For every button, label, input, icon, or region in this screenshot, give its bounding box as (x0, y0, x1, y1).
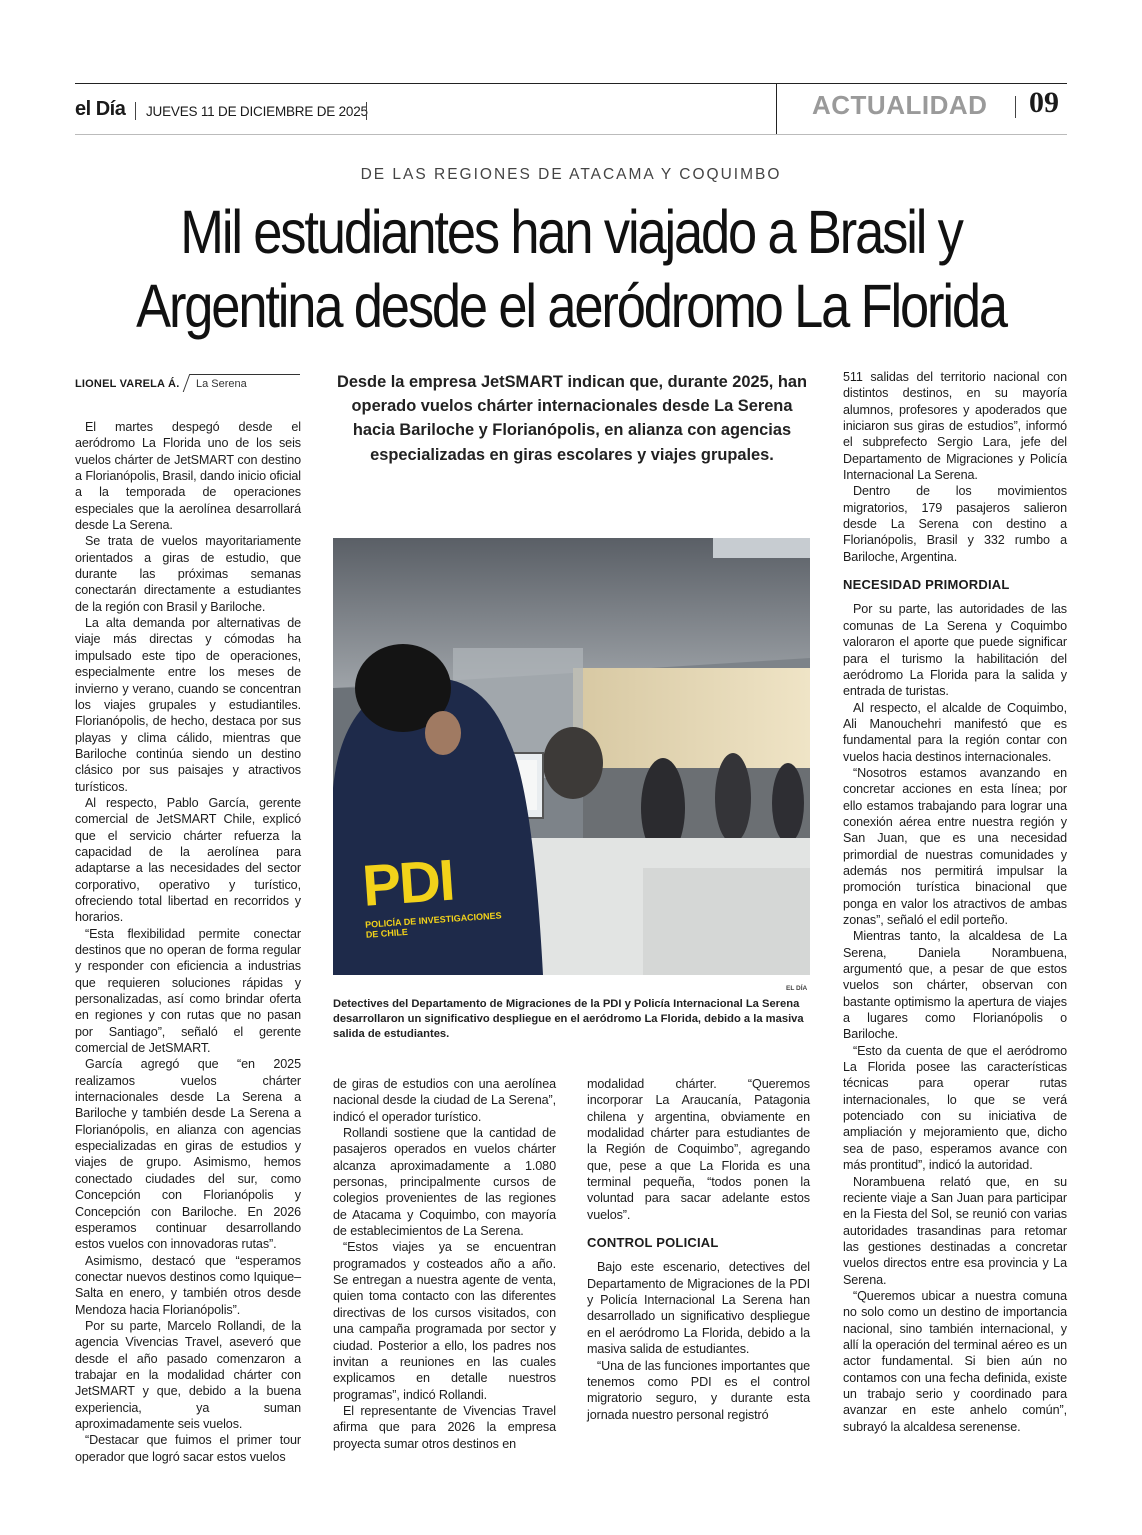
author-name: LIONEL VARELA Á. (75, 378, 180, 390)
article-column-4 (843, 369, 1067, 1435)
byline-slash (183, 374, 192, 392)
paragraph: García agregó que “en 2025 realizamos vuelos chárter internacionales desde La Serena a Bariloche y también desde La Serena a Florianópolis, en alianza con agencias especializadas en giras de estudios y viajes de grupo. Asimismo, hemos conectado ciudades del sur, como Concepción con Florianópolis y Concepción con Bariloche. En 2026 esperamos continuar desarrollando estos vuelos con innovadoras rutas”. (75, 1057, 301, 1252)
headline-line: Mil estudiantes han viajado a Brasil y (180, 198, 962, 266)
photo-credit: EL DÍA (786, 985, 808, 992)
byline-city: La Serena (196, 378, 247, 390)
paragraph: Norambuena relató que, en su reciente viaje a San Juan para participar en la Fiesta del Sol, se reunió con varias autoridades trasandinas para retomar las gestiones destinadas a concretar vuelos directos entre esa provincia y La Serena. (843, 1174, 1067, 1287)
header-separator (135, 102, 136, 120)
paragraph: “Esta flexibilidad permite conectar destinos que no operan de forma regular y responder con eficiencia a industrias que requieren soluciones rápidas y personalizadas, así como brindar oferta en regiones y con rutas que no pasan por Santiago”, señaló el gerente comercial de JetSMART. (75, 926, 301, 1056)
article-column-1 (75, 419, 301, 1465)
newspaper-logo: el Día (75, 98, 126, 120)
article-photo (333, 538, 810, 975)
photo-caption: Detectives del Departamento de Migraciones de la PDI y Policía Internacional La Serena desarrollaron un significativo despliegue en el aeródromo La Florida, debido a la masiva salida de estudiantes. (333, 998, 804, 1040)
paragraph: Al respecto, Pablo García, gerente comercial de JetSMART Chile, explicó que el servicio chárter refuerza la capacidad de la aerolínea para adaptarse a las necesidades del sector corporativo, operativo y turístico, ofreciendo total libertad en recorridos y horarios. (75, 795, 301, 925)
subhead-necesidad-primordial: NECESIDAD PRIMORDIAL (843, 577, 1010, 593)
paragraph: “Una de las funciones importantes que tenemos como PDI es el control migratorio seguro, y durante esta jornada nuestro personal registró (587, 1358, 810, 1422)
header-divider (776, 83, 777, 135)
section-name: ACTUALIDAD (812, 90, 988, 120)
paragraph: modalidad chárter. “Queremos incorporar La Araucanía, Patagonia chilena y argentina, obviamente en modalidad chárter para estudiantes de la Región de Coquimbo”, agregando que, pese a que La Florida es una terminal pequeña, “todos ponen la voluntad para sacar adelante estos vuelos”. (587, 1077, 810, 1222)
paragraph: “Queremos ubicar a nuestra comuna no solo como un destino de importancia nacional, sino también internacional, y allí la operación del terminal aéreo es un actor fundamental. Si bien aún no contamos con una fecha definida, existe un trabajo serio y coordinado para avanzar en este anhelo común”, subrayó la alcaldesa serenense. (843, 1288, 1067, 1434)
header-separator (366, 102, 367, 120)
subhead-control-policial: CONTROL POLICIAL (587, 1235, 719, 1251)
paragraph: Por su parte, Marcelo Rollandi, de la agencia Vivencias Travel, aseveró que desde el año pasado comenzaron a trabajar en la modalidad chárter con JetSMART y que, debido a la buena experiencia, ya suman aproximadamente seis vuelos. (75, 1318, 301, 1431)
article-column-2 (333, 1076, 556, 1452)
paragraph: “Esto da cuenta de que el aeródromo La Florida posee las características técnicas para operar rutas internacionales, lo que se verá potenciado con su iniciativa de ampliación y mejoramiento que, dicho sea de paso, esperamos avance con más prontitud”, indicó la autoridad. (843, 1043, 1067, 1173)
header-separator (1015, 96, 1016, 118)
article-headline (132, 195, 1011, 343)
page-number: 09 (1029, 86, 1059, 119)
paragraph: Por su parte, las autoridades de las comunas de La Serena y Coquimbo valoraron el aporte que puede significar para el turismo la habilitación del aeródromo La Florida para la salida y entrada de turistas. (843, 602, 1067, 699)
paragraph: Al respecto, el alcalde de Coquimbo, Ali Manouchehri manifestó que es fundamental para la región contar con vuelos hacia destinos internacionales. (843, 700, 1067, 764)
paragraph: Mientras tanto, la alcaldesa de La Serena, Daniela Norambuena, argumentó que, a pesar de que estos vuelos son chárter, observan con bastante optimismo la apertura de viajes a lugares como Florianópolis o Bariloche. (843, 929, 1067, 1042)
vest-logo: PDI (360, 847, 456, 919)
paragraph: “Estos viajes ya se encuentran programados y costeados año a año. Se entregan a nuestra agente de venta, quien toma contacto con las diferentes directivas de los cursos visitados, con una campaña programada por sector y ciudad. Posterior a ello, los padres nos invitan a reuniones en las cuales explicamos en detalle nuestros programas”, indicó Rollandi. (333, 1240, 556, 1402)
paragraph: Dentro de los movimientos migratorios, 179 pasajeros salieron desde La Serena con destino a Florianópolis, Brasil y 332 rumbo a Bariloche, Argentina. (843, 484, 1067, 564)
article-column-3 (587, 1076, 810, 1423)
paragraph: Bajo este escenario, detectives del Departamento de Migraciones de la PDI y Policía Internacional La Serena han desarrollado un significativo despliegue en el aeródromo La Florida, debido a la masiva salida de estudiantes. (587, 1260, 810, 1357)
paragraph: “Destacar que fuimos el primer tour operador que logró sacar estos vuelos (75, 1433, 301, 1464)
byline-rule (190, 374, 300, 375)
paragraph: Asimismo, destacó que “esperamos conectar nuevos destinos como Iquique–Salta en enero, y también otros desde Mendoza hacia Florianópolis”. (75, 1253, 301, 1317)
issue-date: JUEVES 11 DE DICIEMBRE DE 2025 (146, 104, 368, 119)
header-bottom-rule (75, 134, 1067, 135)
paragraph: El martes despegó desde el aeródromo La Florida uno de los seis vuelos chárter de JetSMART con destino a Florianópolis, Brasil, dando inicio oficial a la temporada de operaciones especiales que la aerolínea desarrollará desde La Serena. (75, 420, 301, 533)
article-lead: Desde la empresa JetSMART indican que, durante 2025, han operado vuelos chárter internacionales desde La Serena hacia Bariloche y Florianópolis, en alianza con agencias especializadas en giras escolares y viajes grupales. (336, 373, 807, 464)
paragraph: La alta demanda por alternativas de viaje más directas y cómodas ha impulsado este tipo de operaciones, especialmente entre los meses de invierno y verano, cuando se concentran los viajes grupales y estudiantiles. Florianópolis, de hecho, destaca por sus playas y clima cálido, mientras que Bariloche continúa siendo un destino clásico por sus paisajes y atractivos turísticos. (75, 616, 301, 794)
header-top-rule (75, 83, 1067, 84)
paragraph: “Nosotros estamos avanzando en concretar acciones en esta línea; por ello estamos trabajando para lograr una conexión aérea entre nuestra región y San Juan, que es una necesidad primordial de nuestras comunidades y además nos permitirá impulsar la promoción turística binacional que ponga en valor los atractivos de ambas zonas”, señaló el edil porteño. (843, 765, 1067, 927)
paragraph: El representante de Vivencias Travel afirma que para 2026 la empresa proyecta sumar otros destinos en (333, 1403, 556, 1451)
headline-line: Argentina desde el aeródromo La Florida (136, 272, 1006, 340)
paragraph: de giras de estudios con una aerolínea nacional desde la ciudad de La Serena”, indicó el operador turístico. (333, 1077, 556, 1124)
article-kicker: DE LAS REGIONES DE ATACAMA Y COQUIMBO (360, 166, 782, 183)
paragraph: Rollandi sostiene que la cantidad de pasajeros operados en vuelos chárter alcanza aproximadamente a 1.080 personas, principalmente cursos de colegios provenientes de las regiones de Atacama y Coquimbo, con mayoría de establecimientos de La Serena. (333, 1126, 556, 1239)
paragraph: Se trata de vuelos mayoritariamente orientados a giras de estudio, que durante las próximas semanas conectarán directamente a estudiantes de la región con Brasil y Bariloche. (75, 534, 301, 614)
paragraph: 511 salidas del territorio nacional con distintos destinos, en su mayoría alumnos, profesores y apoderados que iniciaron sus giras de estudios”, informó el subprefecto Sergio Lara, jefe del Departamento de Migraciones y Policía Internacional La Serena. (843, 370, 1067, 483)
vest-subtext: POLICÍA DE INVESTIGACIONES DE CHILE (364, 910, 502, 940)
